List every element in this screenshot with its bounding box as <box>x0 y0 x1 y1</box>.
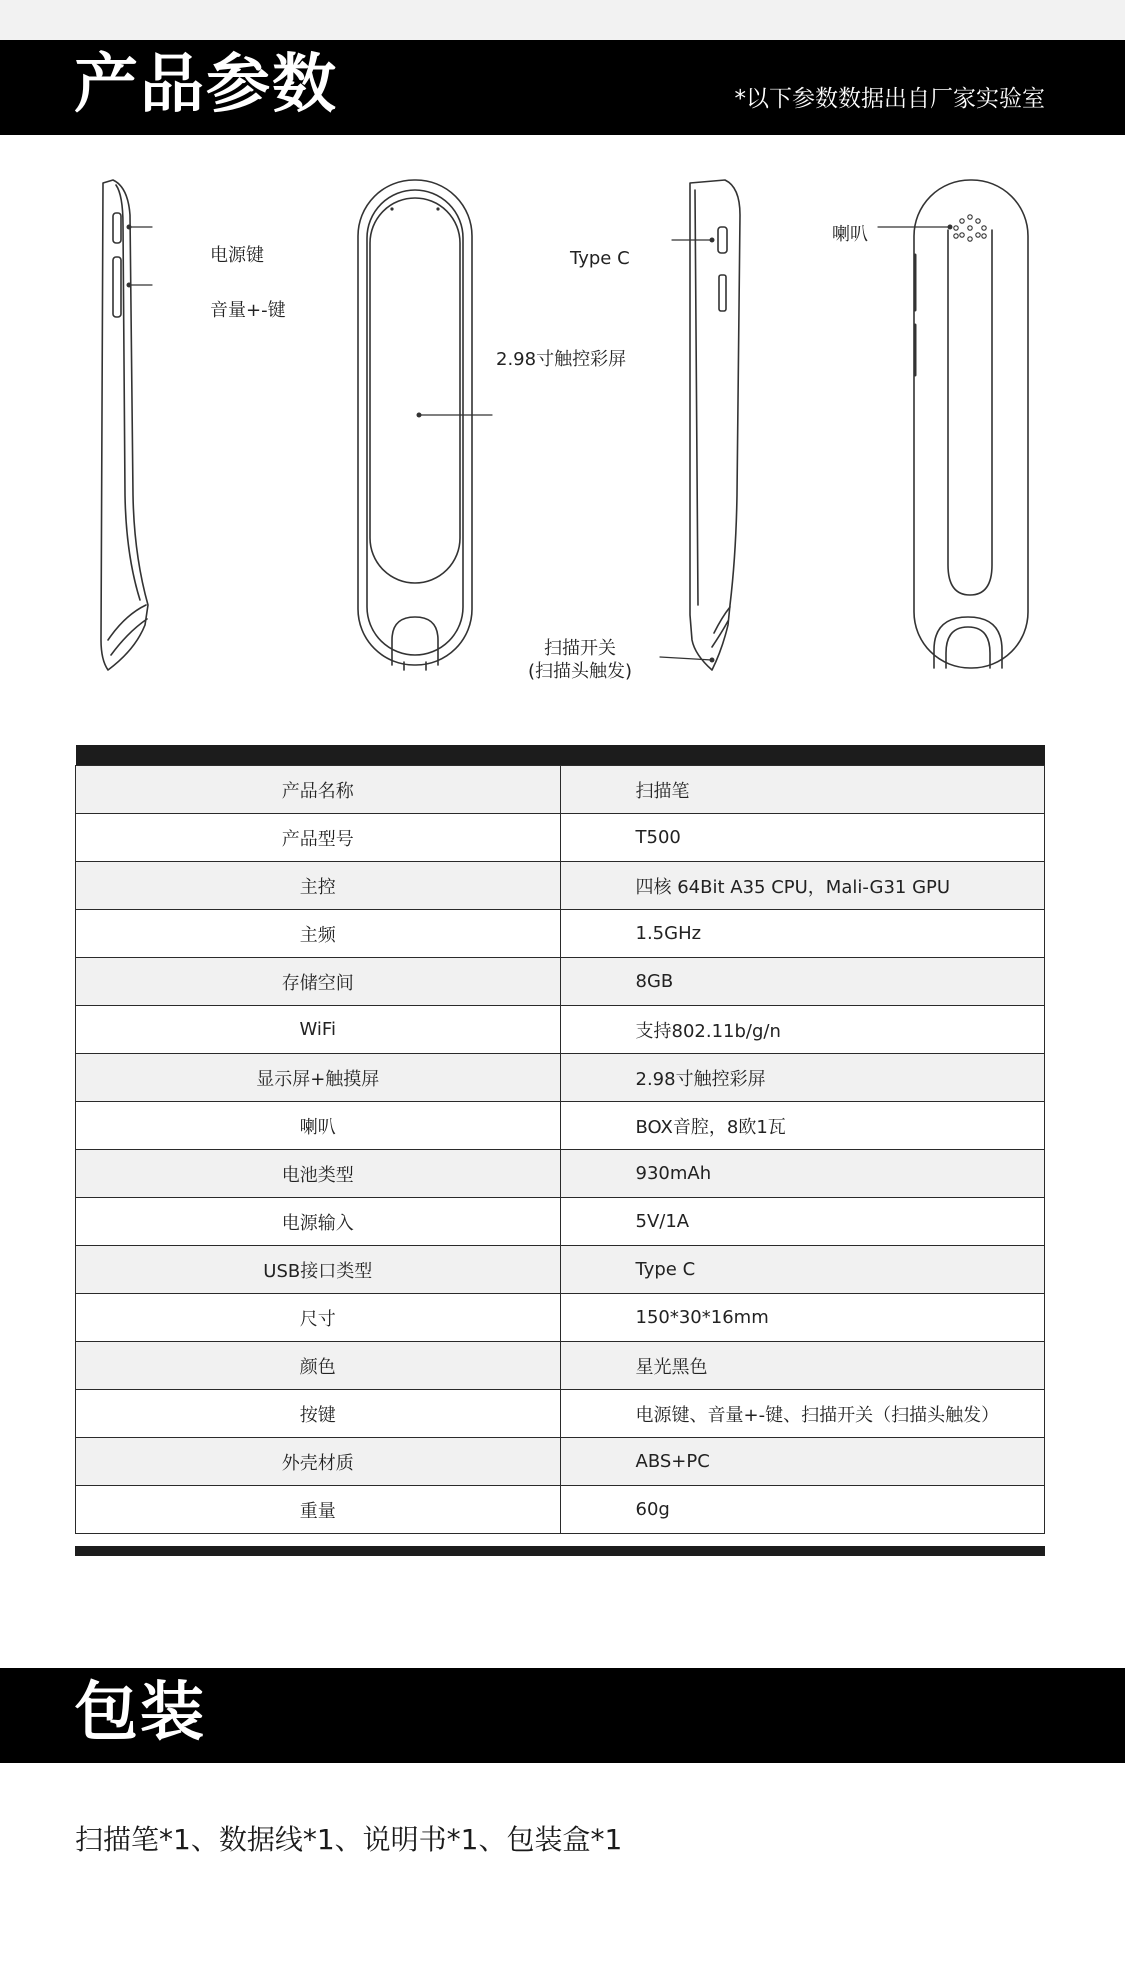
spec-value: BOX音腔，8欧1瓦 <box>560 1102 1045 1150</box>
scan-switch-label <box>510 638 650 683</box>
table-row <box>76 1246 1045 1294</box>
top-margin-strip <box>0 0 1125 40</box>
spec-value: 1.5GHz <box>560 910 1045 958</box>
pen-left-side-view <box>101 180 152 670</box>
spec-value: Type C <box>560 1246 1045 1294</box>
scan-switch-label-line2: (扫描头触发) <box>527 660 633 682</box>
volume-key-label: 音量+-键 <box>210 300 286 321</box>
power-key-label: 电源键 <box>210 245 264 266</box>
spec-name: 主频 <box>76 910 561 958</box>
spec-name: WiFi <box>76 1006 561 1054</box>
package-header-bar <box>0 1668 1125 1763</box>
spec-name: 喇叭 <box>76 1102 561 1150</box>
package-title: 包装 <box>74 1676 206 1750</box>
table-row <box>76 862 1045 910</box>
table-row <box>76 1198 1045 1246</box>
spec-table-header-cell <box>76 745 561 766</box>
table-row <box>76 1006 1045 1054</box>
type-c-label: Type C <box>570 248 630 269</box>
spec-name: 按键 <box>76 1390 561 1438</box>
spec-name: 外壳材质 <box>76 1438 561 1486</box>
pen-back-view <box>878 180 1028 668</box>
table-row <box>76 910 1045 958</box>
spec-value: 四核 64Bit A35 CPU，Mali-G31 GPU <box>560 862 1045 910</box>
spec-value: 扫描笔 <box>560 766 1045 814</box>
table-row <box>76 1150 1045 1198</box>
spec-table-footer-band <box>75 1546 1045 1556</box>
spec-value: 2.98寸触控彩屏 <box>560 1054 1045 1102</box>
spec-value: 8GB <box>560 958 1045 1006</box>
spec-name: 颜色 <box>76 1342 561 1390</box>
spec-value: T500 <box>560 814 1045 862</box>
speaker-grille <box>954 215 986 241</box>
spec-value: 电源键、音量+-键、扫描开关（扫描头触发） <box>560 1390 1045 1438</box>
table-row <box>76 766 1045 814</box>
spec-name: 存储空间 <box>76 958 561 1006</box>
spec-value: 5V/1A <box>560 1198 1045 1246</box>
screen-label: 2.98寸触控彩屏 <box>496 349 627 370</box>
pen-front-view <box>358 180 492 670</box>
specs-title: 产品参数 <box>74 48 338 122</box>
table-row <box>76 1342 1045 1390</box>
spec-name: 显示屏+触摸屏 <box>76 1054 561 1102</box>
spec-name: 产品名称 <box>76 766 561 814</box>
table-row <box>76 1390 1045 1438</box>
spec-name: 主控 <box>76 862 561 910</box>
spec-value: ABS+PC <box>560 1438 1045 1486</box>
spec-name: 尺寸 <box>76 1294 561 1342</box>
spec-name: 电池类型 <box>76 1150 561 1198</box>
speaker-label: 喇叭 <box>832 224 868 245</box>
spec-value: 60g <box>560 1486 1045 1534</box>
table-row <box>76 1102 1045 1150</box>
specs-note: *以下参数数据出自厂家实验室 <box>734 86 1045 112</box>
package-contents: 扫描笔*1、数据线*1、说明书*1、包装盒*1 <box>75 1823 623 1856</box>
product-diagram <box>0 135 1125 720</box>
spec-table-header-band <box>76 745 1045 766</box>
spec-name: 产品型号 <box>76 814 561 862</box>
spec-name: 电源输入 <box>76 1198 561 1246</box>
spec-value: 支持802.11b/g/n <box>560 1006 1045 1054</box>
table-row <box>76 958 1045 1006</box>
spec-name: USB接口类型 <box>76 1246 561 1294</box>
spec-table-header-cell <box>560 745 1045 766</box>
table-row <box>76 1438 1045 1486</box>
spec-name: 重量 <box>76 1486 561 1534</box>
spec-value: 930mAh <box>560 1150 1045 1198</box>
spec-table <box>75 745 1045 1534</box>
specs-header-bar <box>0 40 1125 135</box>
spec-value: 星光黑色 <box>560 1342 1045 1390</box>
table-row <box>76 1294 1045 1342</box>
table-row <box>76 1486 1045 1534</box>
product-drawings <box>0 135 1125 720</box>
pen-right-side-view <box>660 180 740 670</box>
spec-value: 150*30*16mm <box>560 1294 1045 1342</box>
table-row <box>76 814 1045 862</box>
table-row <box>76 1054 1045 1102</box>
scan-switch-label-line1: 扫描开关 <box>544 638 616 659</box>
